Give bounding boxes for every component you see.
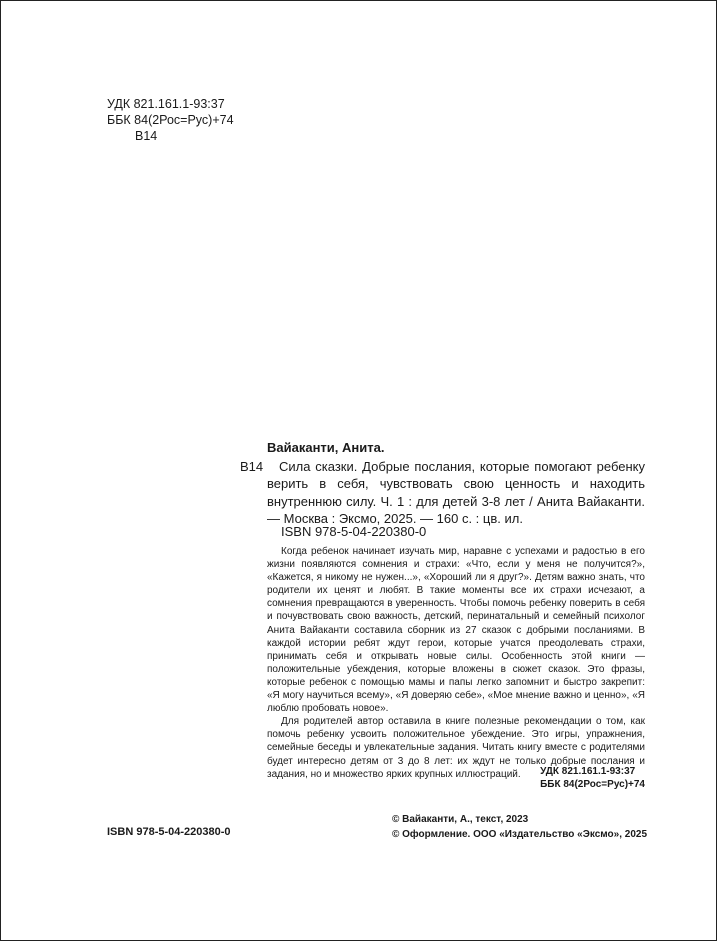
annotation — [267, 545, 645, 781]
classification-codes-top — [107, 96, 234, 144]
annotation-paragraph-1: Когда ребенок начинает изучать мир, наравне с успехами и радостью в его жизни появляются сомнения и страхи: «Что, если у меня не получится?», «Кажется, я никому не нужен...», «Хороший ли я друг?». Детям важно знать, что родители их ценят и любят. В такие моменты все их страхи исчезают, а сомнения превращаются в уверенность. Чтобы помочь ребенку поверить в себя и почувствовать свою важность, детский, перинатальный и семейный психолог Анита Вайаканти составила сборник из 27 сказок с добрыми посланиями. В каждой истории ребят ждут герои, которые учатся преодолевать страхи, принимать себя и открывать новые силы. Особенность этой книги — положительные убеждения, которые вложены в сюжет сказок. Это фразы, которые ребенок с помощью мамы и папы легко запомнит и быстро закрепит: «Я могу научиться всему», «Я доверяю себе», «Мое мнение важно и ценно», «Я люблю пробовать новое». — [267, 546, 645, 715]
annotation-paragraph-2: Для родителей автор оставила в книге полезные рекомендации о том, как помочь ребенку усвоить положительное убеждение. Это игры, упражнения, семейные беседы и увлекательные задания. Читать книгу вместе с родителями будет интересно детям от 3 до 8 лет: их ждут не только добрые послания и задания, но и множество ярких крупных иллюстраций. — [267, 716, 645, 780]
udk-code: УДК 821.161.1-93:37 — [107, 97, 225, 111]
bib-description — [267, 458, 645, 527]
bib-author: Вайаканти, Анита. — [267, 440, 385, 455]
bib-description-text: Сила сказки. Добрые послания, которые помогают ребенку верить в себя, чувствовать свою ценность и находить внутреннюю силу. Ч. 1 : для детей 3-8 лет / Анита Вайаканти. — Москва : Эксмо, 2025. — 160 с. : цв. ил. — [267, 459, 645, 526]
classification-codes-bottom — [540, 765, 645, 791]
copyright-text: © Вайаканти, А., текст, 2023 — [392, 814, 529, 825]
bbk-code: ББК 84(2Рос=Рус)+74 — [107, 113, 234, 127]
copyright-block — [392, 812, 647, 842]
copyright-design: © Оформление. ООО «Издательство «Эксмо», 2025 — [392, 829, 648, 840]
isbn-bottom: ISBN 978-5-04-220380-0 — [107, 826, 231, 838]
author-mark: В14 — [135, 129, 158, 143]
bib-author-mark: В14 — [240, 459, 264, 474]
bbk-code-bottom: ББК 84(2Рос=Рус)+74 — [540, 779, 645, 790]
bib-isbn: ISBN 978-5-04-220380-0 — [281, 524, 427, 539]
udk-code-bottom: УДК 821.161.1-93:37 — [540, 766, 636, 777]
